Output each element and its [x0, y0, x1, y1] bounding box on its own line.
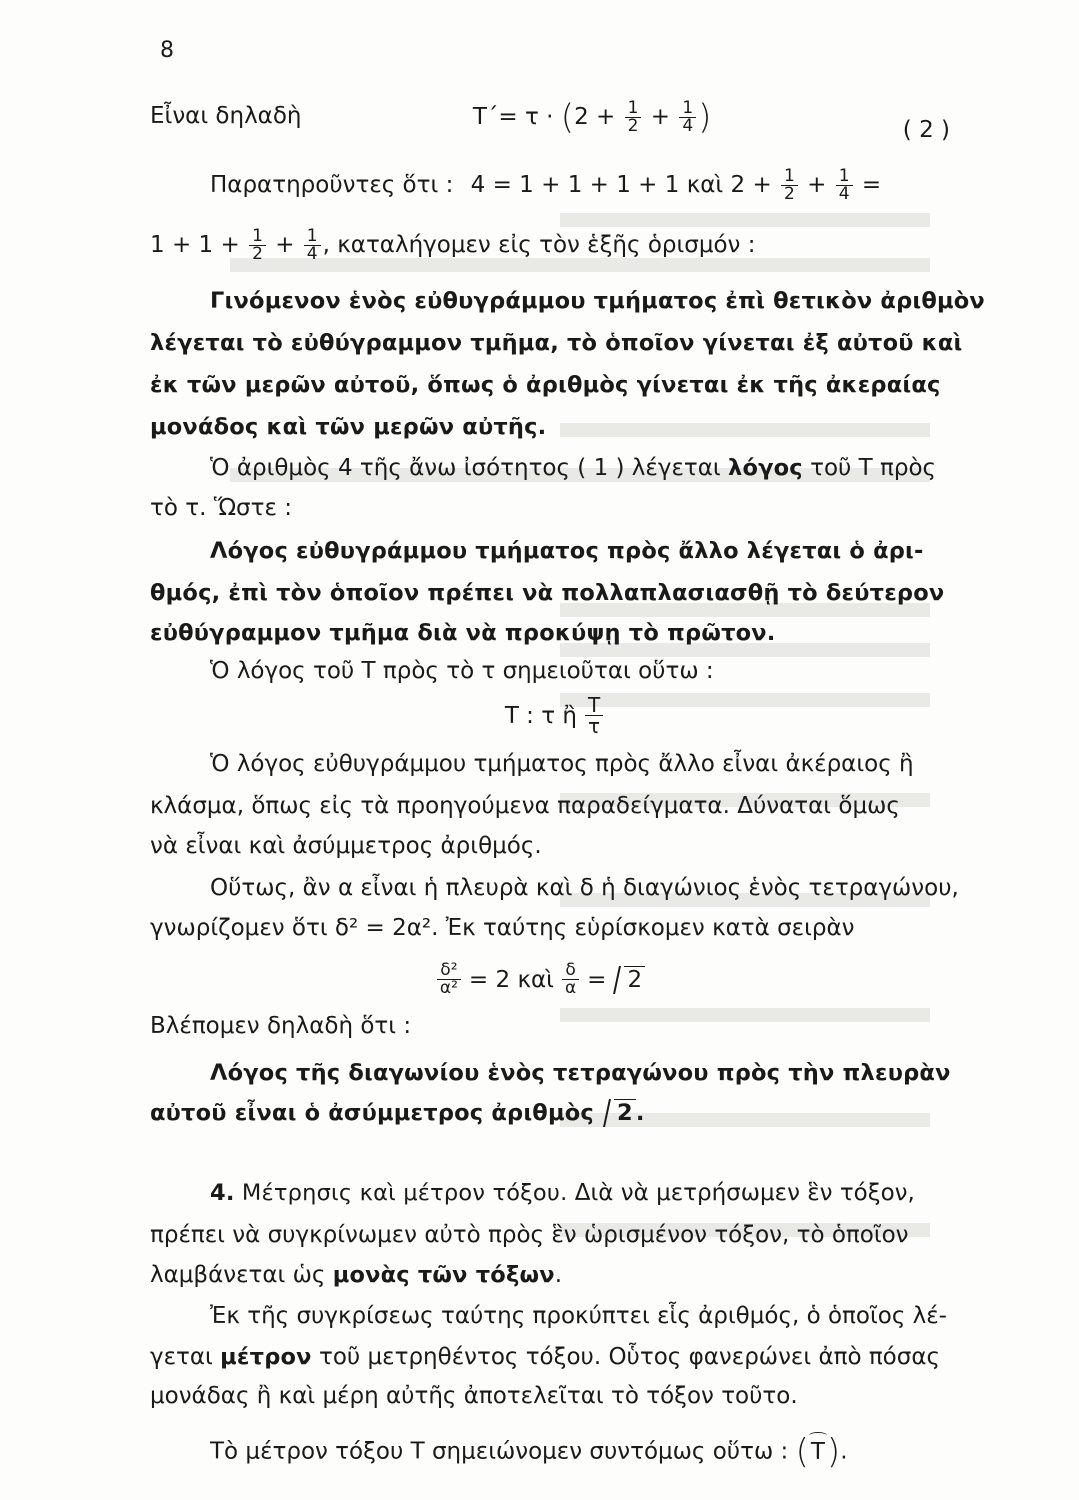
paren: ( — [795, 1432, 809, 1472]
definition-3-line: Λόγος τῆς διαγωνίου ἑνὸς τετραγώνου πρὸς τὴν πλευρὰν — [210, 1060, 951, 1086]
paragraph-7: Τὸ μέτρον τόξου Τ σημειώνομεν συντόμως οὕτω : (Τ). — [210, 1432, 848, 1472]
observation-line-2 — [150, 228, 950, 263]
plus: + — [807, 172, 827, 198]
section-number: 4. — [210, 1180, 235, 1206]
fraction-d2-a2: $\frac{\text{δ²}}{\text{α²}}$ — [437, 962, 461, 997]
paragraph-5: Βλέπομεν δηλαδὴ ὅτι : — [150, 1013, 412, 1039]
equation-label: ( 2 ) — [902, 117, 950, 143]
eq-lhs: T΄= τ · — [472, 104, 554, 130]
section-4-line: πρέπει νὰ συγκρίνωμεν αὐτὸ πρὸς ἓν ὡρισμένον τόξον, τὸ ὁποῖον — [150, 1222, 909, 1248]
paragraph-4-line: Οὕτως, ἂν α εἶναι ἡ πλευρὰ καὶ δ ἡ διαγώνιος ἑνὸς τετραγώνου, — [210, 875, 959, 901]
paragraph-1: Ὁ ἀριθμὸς 4 τῆς ἄνω ἰσότητος ( 1 ) λέγεται λόγος τοῦ Τ πρὸς — [210, 455, 937, 481]
ratio-formula: Τ : τ ἢ $\frac{T}{\tau}$ — [480, 695, 630, 736]
definition-3-line: αὐτοῦ εἶναι ὁ ἀσύμμετρος ἀριθμὸς 2 . — [150, 1097, 950, 1129]
observation-line — [210, 168, 950, 203]
obs2-tail: , καταλήγομεν εἰς τὸν ἑξῆς ὁρισμόν : — [322, 232, 756, 258]
paragraph-6-line: Ἐκ τῆς συγκρίσεως ταύτης προκύπτει εἷς ἀριθμός, ὁ ὁποῖος λέ- — [210, 1303, 947, 1329]
fraction-quarter: $\frac{1}{4}$ — [304, 228, 321, 263]
fraction-T-over-t: $\frac{T}{\tau}$ — [585, 695, 603, 736]
paragraph-1-end: τὸ τ. Ὥστε : — [150, 495, 292, 521]
fraction-half: $\frac{1}{2}$ — [781, 168, 798, 203]
fraction-half: $\frac{1}{2}$ — [249, 228, 266, 263]
equation-3: $\frac{\text{δ²}}{\text{α²}}$ = 2 καὶ $\frac{\delta}{\alpha}$ = 2 — [400, 962, 680, 997]
paren: ( — [560, 97, 575, 138]
definition-1-line: Γινόμενον ἑνὸς εὐθυγράμμου τμήματος ἐπὶ θετικὸν ἀριθμὸν — [210, 288, 985, 314]
eq-lead: Εἶναι δηλαδὴ — [150, 103, 302, 129]
obs2-a: 1 + 1 + — [150, 232, 240, 258]
obs-b: 4 = 1 + 1 + 1 + 1 καὶ 2 + — [470, 172, 772, 198]
sqrt-2: 2 — [604, 1097, 636, 1129]
paren: ) — [698, 97, 712, 138]
arc-T-symbol: Τ — [809, 1436, 827, 1468]
sqrt-2: 2 — [614, 964, 645, 996]
eq-two: 2 + — [574, 104, 616, 130]
definition-2-line: Λόγος εὐθυγράμμου τμήματος πρὸς ἄλλο λέγεται ὁ ἀρι- — [210, 538, 924, 564]
term-unit: μονὰς τῶν τόξων — [332, 1262, 555, 1288]
page-number: 8 — [160, 38, 174, 63]
paren: ) — [826, 1432, 841, 1472]
obs-a: Παρατηροῦντες ὅτι : — [210, 172, 454, 198]
fraction-quarter: $\frac{1}{4}$ — [679, 100, 696, 135]
paragraph-3-line: κλάσμα, ὅπως εἰς τὰ προηγούμενα παραδείγματα. Δύναται ὅμως — [150, 793, 900, 819]
fraction-quarter: $\frac{1}{4}$ — [836, 168, 853, 203]
term-metron: μέτρον — [220, 1344, 312, 1370]
section-4-line: λαμβάνεται ὡς μονὰς τῶν τόξων. — [150, 1262, 563, 1288]
paragraph-3-line: Ὁ λόγος εὐθυγράμμου τμήματος πρὸς ἄλλο εἶναι ἀκέραιος ἢ — [210, 751, 914, 777]
plus: + — [650, 104, 671, 130]
definition-2-line: θμός, ἐπὶ τὸν ὁποῖον πρέπει νὰ πολλαπλασιασθῇ τὸ δεύτερον — [150, 580, 945, 606]
fraction-d-a: $\frac{\delta}{\alpha}$ — [562, 962, 579, 997]
eq-body — [472, 97, 712, 146]
section-title: Μέτρησις καὶ μέτρον τόξου. — [241, 1180, 568, 1206]
definition-1-line: ἐκ τῶν μερῶν αὐτοῦ, ὅπως ὁ ἀριθμὸς γίνεται ἐκ τῆς ἀκεραίας — [150, 372, 941, 398]
definition-2-line: εὐθύγραμμον τμῆμα διὰ νὰ προκύψῃ τὸ πρῶτον. — [150, 620, 776, 646]
paragraph-2: Ὁ λόγος τοῦ Τ πρὸς τὸ τ σημειοῦται οὕτω : — [210, 658, 714, 684]
term-logos: λόγος — [728, 455, 803, 481]
definition-1-line: λέγεται τὸ εὐθύγραμμον τμῆμα, τὸ ὁποῖον γίνεται ἐξ αὐτοῦ καὶ — [150, 330, 963, 356]
paragraph-3-line: νὰ εἶναι καὶ ἀσύμμετρος ἀριθμός. — [150, 833, 542, 859]
paragraph-4-line: γνωρίζομεν ὅτι δ² = 2α². Ἐκ ταύτης εὑρίσκομεν κατὰ σειρὰν — [150, 915, 855, 941]
definition-1-line: μονάδος καὶ τῶν μερῶν αὐτῆς. — [150, 414, 547, 440]
plus: + — [275, 232, 295, 258]
fraction-half: $\frac{1}{2}$ — [625, 100, 642, 135]
paragraph-6-line: γεται μέτρον τοῦ μετρηθέντος τόξου. Οὗτος φανερώνει ἀπὸ πόσας — [150, 1344, 940, 1370]
paragraph-6-line: μονάδας ἢ καὶ μέρη αὐτῆς ἀποτελεῖται τὸ τόξον τοῦτο. — [150, 1383, 798, 1409]
equation-2 — [150, 97, 950, 146]
section-4-heading: 4. Μέτρησις καὶ μέτρον τόξου. Διὰ νὰ μετρήσωμεν ἓν τόξον, — [210, 1180, 915, 1206]
equals: = — [861, 172, 882, 198]
